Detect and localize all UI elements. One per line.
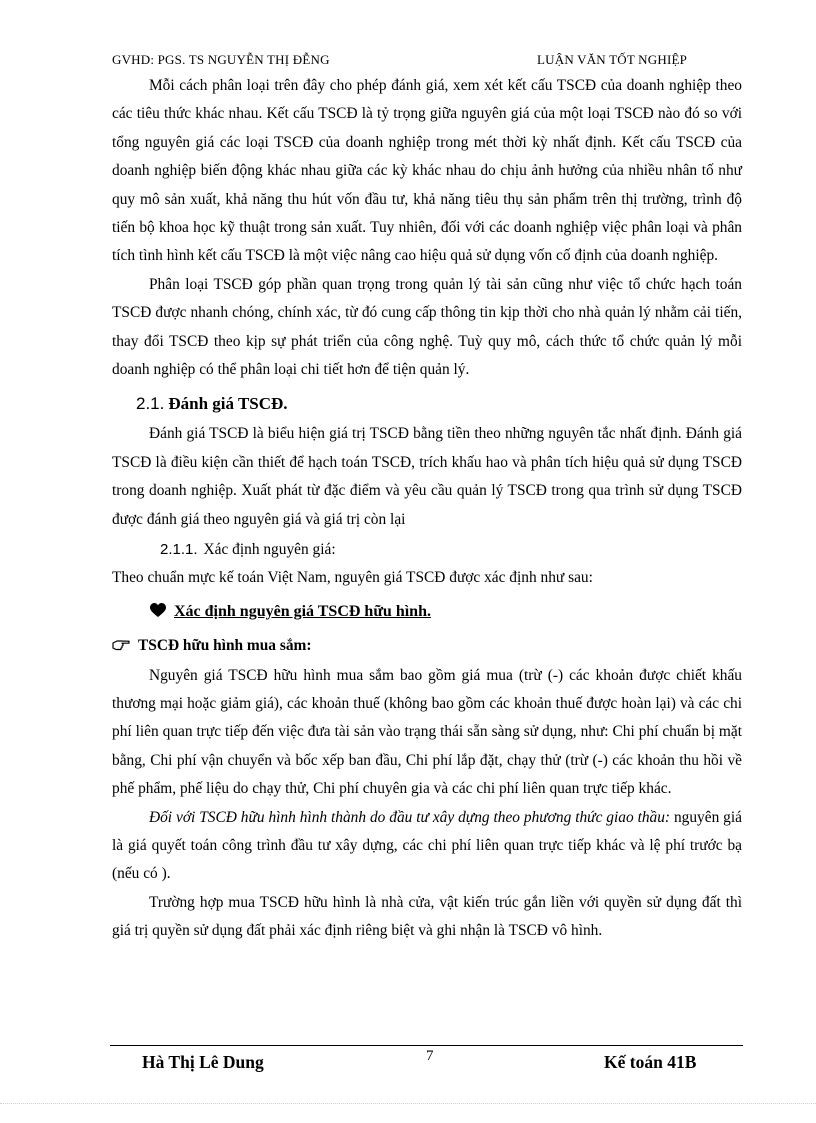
paragraph-rest: nguyên giá là giá quyết toán công trình đầu tư xây dựng, các chi phí liên quan trực tiếp khác và lệ phí trước bạ (nếu có ). bbox=[112, 808, 742, 883]
page-bottom-edge bbox=[0, 1103, 816, 1104]
document-body bbox=[112, 72, 742, 946]
section-title: Xác định nguyên giá: bbox=[203, 541, 336, 559]
paragraph: Trường hợp mua TSCĐ hữu hình là nhà cửa, vật kiến trúc gắn liền với quyền sử dụng đất thì giá trị quyền sử dụng đất phải xác định riêng biệt và ghi nhận là TSCĐ vô hình. bbox=[112, 893, 742, 940]
header-supervisor: GVHD: PGS. TS NGUYỄN THỊ ĐỄNG bbox=[112, 52, 330, 67]
heart-heading-title: Xác định nguyên giá TSCĐ hữu hình. bbox=[174, 602, 431, 620]
footer-author: Hà Thị Lê Dung bbox=[142, 1052, 264, 1072]
footer-divider bbox=[110, 1045, 743, 1046]
header-thesis-title: LUẬN VĂN TỐT NGHIỆP bbox=[537, 52, 688, 67]
section-heading-2-1 bbox=[136, 390, 742, 418]
paragraph: Nguyên giá TSCĐ hữu hình mua sắm bao gồm giá mua (trừ (-) các khoản được chiết khấu thương mại hoặc giảm giá), các khoản thuế (không bao gồm các khoản thuế được hoàn lại) và các chi phí liên quan trực tiếp đến việc đưa tài sản vào trạng thái sẵn sàng sử dụng, như: Chi phí chuẩn bị mặt bằng, Chi phí vận chuyển và bốc xếp ban đầu, Chi phí lắp đặt, chạy thử (trừ (-) các khoản thu hồi về phế phẩm, phế liệu do chạy thử, Chi phí chuyên gia và các chi phí liên quan trực tiếp khác. bbox=[112, 666, 742, 798]
italic-lead: Đối với TSCĐ hữu hình hình thành do đầu tư xây dựng theo phương thức giao thầu: bbox=[149, 808, 671, 826]
paragraph-mixed bbox=[112, 804, 742, 889]
section-heading-2-1-1 bbox=[160, 536, 742, 564]
paragraph: Phân loại TSCĐ góp phần quan trọng trong quản lý tài sản cũng như việc tổ chức hạch toán TSCĐ được nhanh chóng, chính xác, từ đó cung cấp thông tin kịp thời cho nhà quản lý nhằm cải tiến, thay đổi TSCĐ theo kịp sự phát triển của công nghệ. Tuỳ quy mô, cách thức tổ chức quản lý mỗi doanh nghiệp có thể phân loại chi tiết hơn để tiện quản lý. bbox=[112, 275, 742, 379]
paragraph: Theo chuẩn mực kế toán Việt Nam, nguyên giá TSCĐ được xác định như sau: bbox=[112, 569, 593, 587]
paragraph: Đánh giá TSCĐ là biểu hiện giá trị TSCĐ bằng tiền theo những nguyên tắc nhất định. Đánh giá TSCĐ là điều kiện cần thiết để hạch toán TSCĐ, trích khấu hao và phân tích hiệu quả sử dụng TSCĐ trong doanh nghiệp. Xuất phát từ đặc điểm và yêu cầu quản lý TSCĐ trong qua trình sử dụng TSCĐ được đánh giá theo nguyên giá và giá trị còn lại bbox=[112, 425, 742, 528]
heart-heading bbox=[150, 597, 742, 629]
section-number: 2.1. bbox=[136, 394, 165, 414]
page-number: 7 bbox=[426, 1048, 434, 1064]
section-number: 2.1.1. bbox=[160, 541, 198, 559]
pointing-hand-icon bbox=[112, 632, 130, 662]
hand-heading-title: TSCĐ hữu hình mua sắm: bbox=[138, 636, 312, 654]
heart-bullet-icon bbox=[150, 599, 166, 629]
section-title: Đánh giá TSCĐ. bbox=[168, 394, 288, 414]
hand-heading bbox=[112, 631, 742, 662]
footer-class: Kế toán 41B bbox=[604, 1052, 697, 1072]
paragraph: Mỗi cách phân loại trên đây cho phép đánh giá, xem xét kết cấu TSCĐ của doanh nghiệp theo các tiêu thức khác nhau. Kết cấu TSCĐ là tỷ trọng giữa nguyên giá của một loại TSCĐ nào đó so với tổng nguyên giá các loại TSCĐ của doanh nghiệp trong mét thời kỳ nhất định. Kết cấu TSCĐ của doanh nghiệp biến động khác nhau giữa các kỳ khác nhau do chịu ảnh hưởng của nhiều nhân tố như quy mô sản xuất, khả năng thu hút vốn đầu tư, khả năng tiêu thụ sản phẩm trên thị trường, trình độ tiến bộ khoa học kỹ thuật trong sản xuất. Tuy nhiên, đối với các doanh nghiệp việc phân loại và phân tích tình hình kết cấu TSCĐ là một việc nâng cao hiệu quả sử dụng vốn cố định của doanh nghiệp. bbox=[112, 77, 742, 265]
